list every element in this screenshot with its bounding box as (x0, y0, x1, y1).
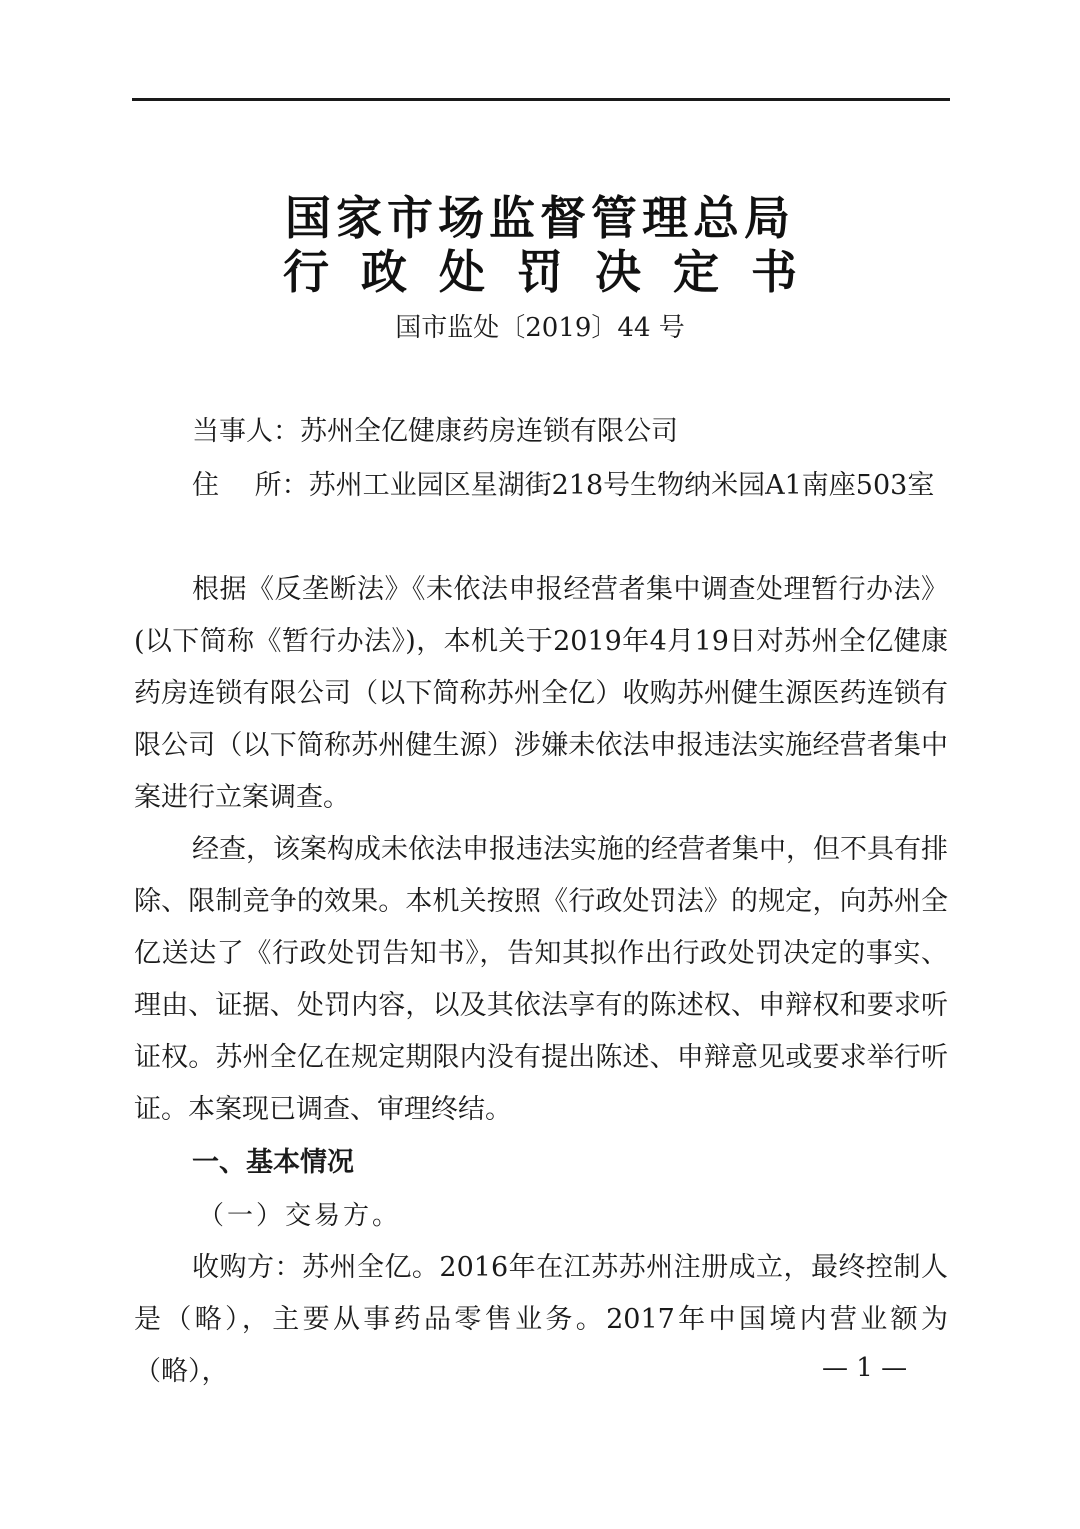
document-number: 国市监处〔2019〕44 号 (395, 313, 685, 343)
body-text-block (134, 564, 948, 1136)
document-title-type: 行政处罚决定书 (283, 245, 829, 299)
header-rule (132, 98, 950, 101)
paragraph-acquirer: 收购方：苏州全亿。2016年在江苏苏州注册成立，最终控制人是（略），主要从事药品零售业务。2017年中国境内营业额为（略）， (134, 1252, 948, 1387)
party-address-value: 苏州工业园区星湖街218号生物纳米园A1南座503室 (308, 470, 935, 501)
page-number: — 1 — (822, 1353, 908, 1383)
paragraph-investigation-basis: 根据《反垄断法》《未依法申报经营者集中调查处理暂行办法》(以下简称《暂行办法》)，本机关于2019年4月19日对苏州全亿健康药房连锁有限公司（以下简称苏州全亿）收购苏州健生源医药连锁有限公司（以下简称苏州健生源）涉嫌未依法申报违法实施经营者集中案进行立案调查。 (134, 574, 948, 813)
party-name-line (192, 414, 992, 450)
document-title-agency: 国家市场监督管理总局 (285, 191, 795, 245)
party-name-label: 当事人： (192, 416, 300, 447)
party-name-value: 苏州全亿健康药房连锁有限公司 (300, 416, 678, 447)
party-address-label: 住 所： (192, 470, 309, 501)
subsection-heading-parties: （一）交易方。 (198, 1201, 402, 1231)
party-address-line (192, 468, 992, 504)
paragraph-findings: 经查，该案构成未依法申报违法实施的经营者集中，但不具有排除、限制竞争的效果。本机关按照《行政处罚法》的规定，向苏州全亿送达了《行政处罚告知书》，告知其拟作出行政处罚决定的事实、理由、证据、处罚内容，以及其依法享有的陈述权、申辩权和要求听证权。苏州全亿在规定期限内没有提出陈述、申辩意见或要求举行听证。本案现已调查、审理终结。 (134, 834, 948, 1125)
section-heading-basic-info: 一、基本情况 (192, 1147, 354, 1178)
